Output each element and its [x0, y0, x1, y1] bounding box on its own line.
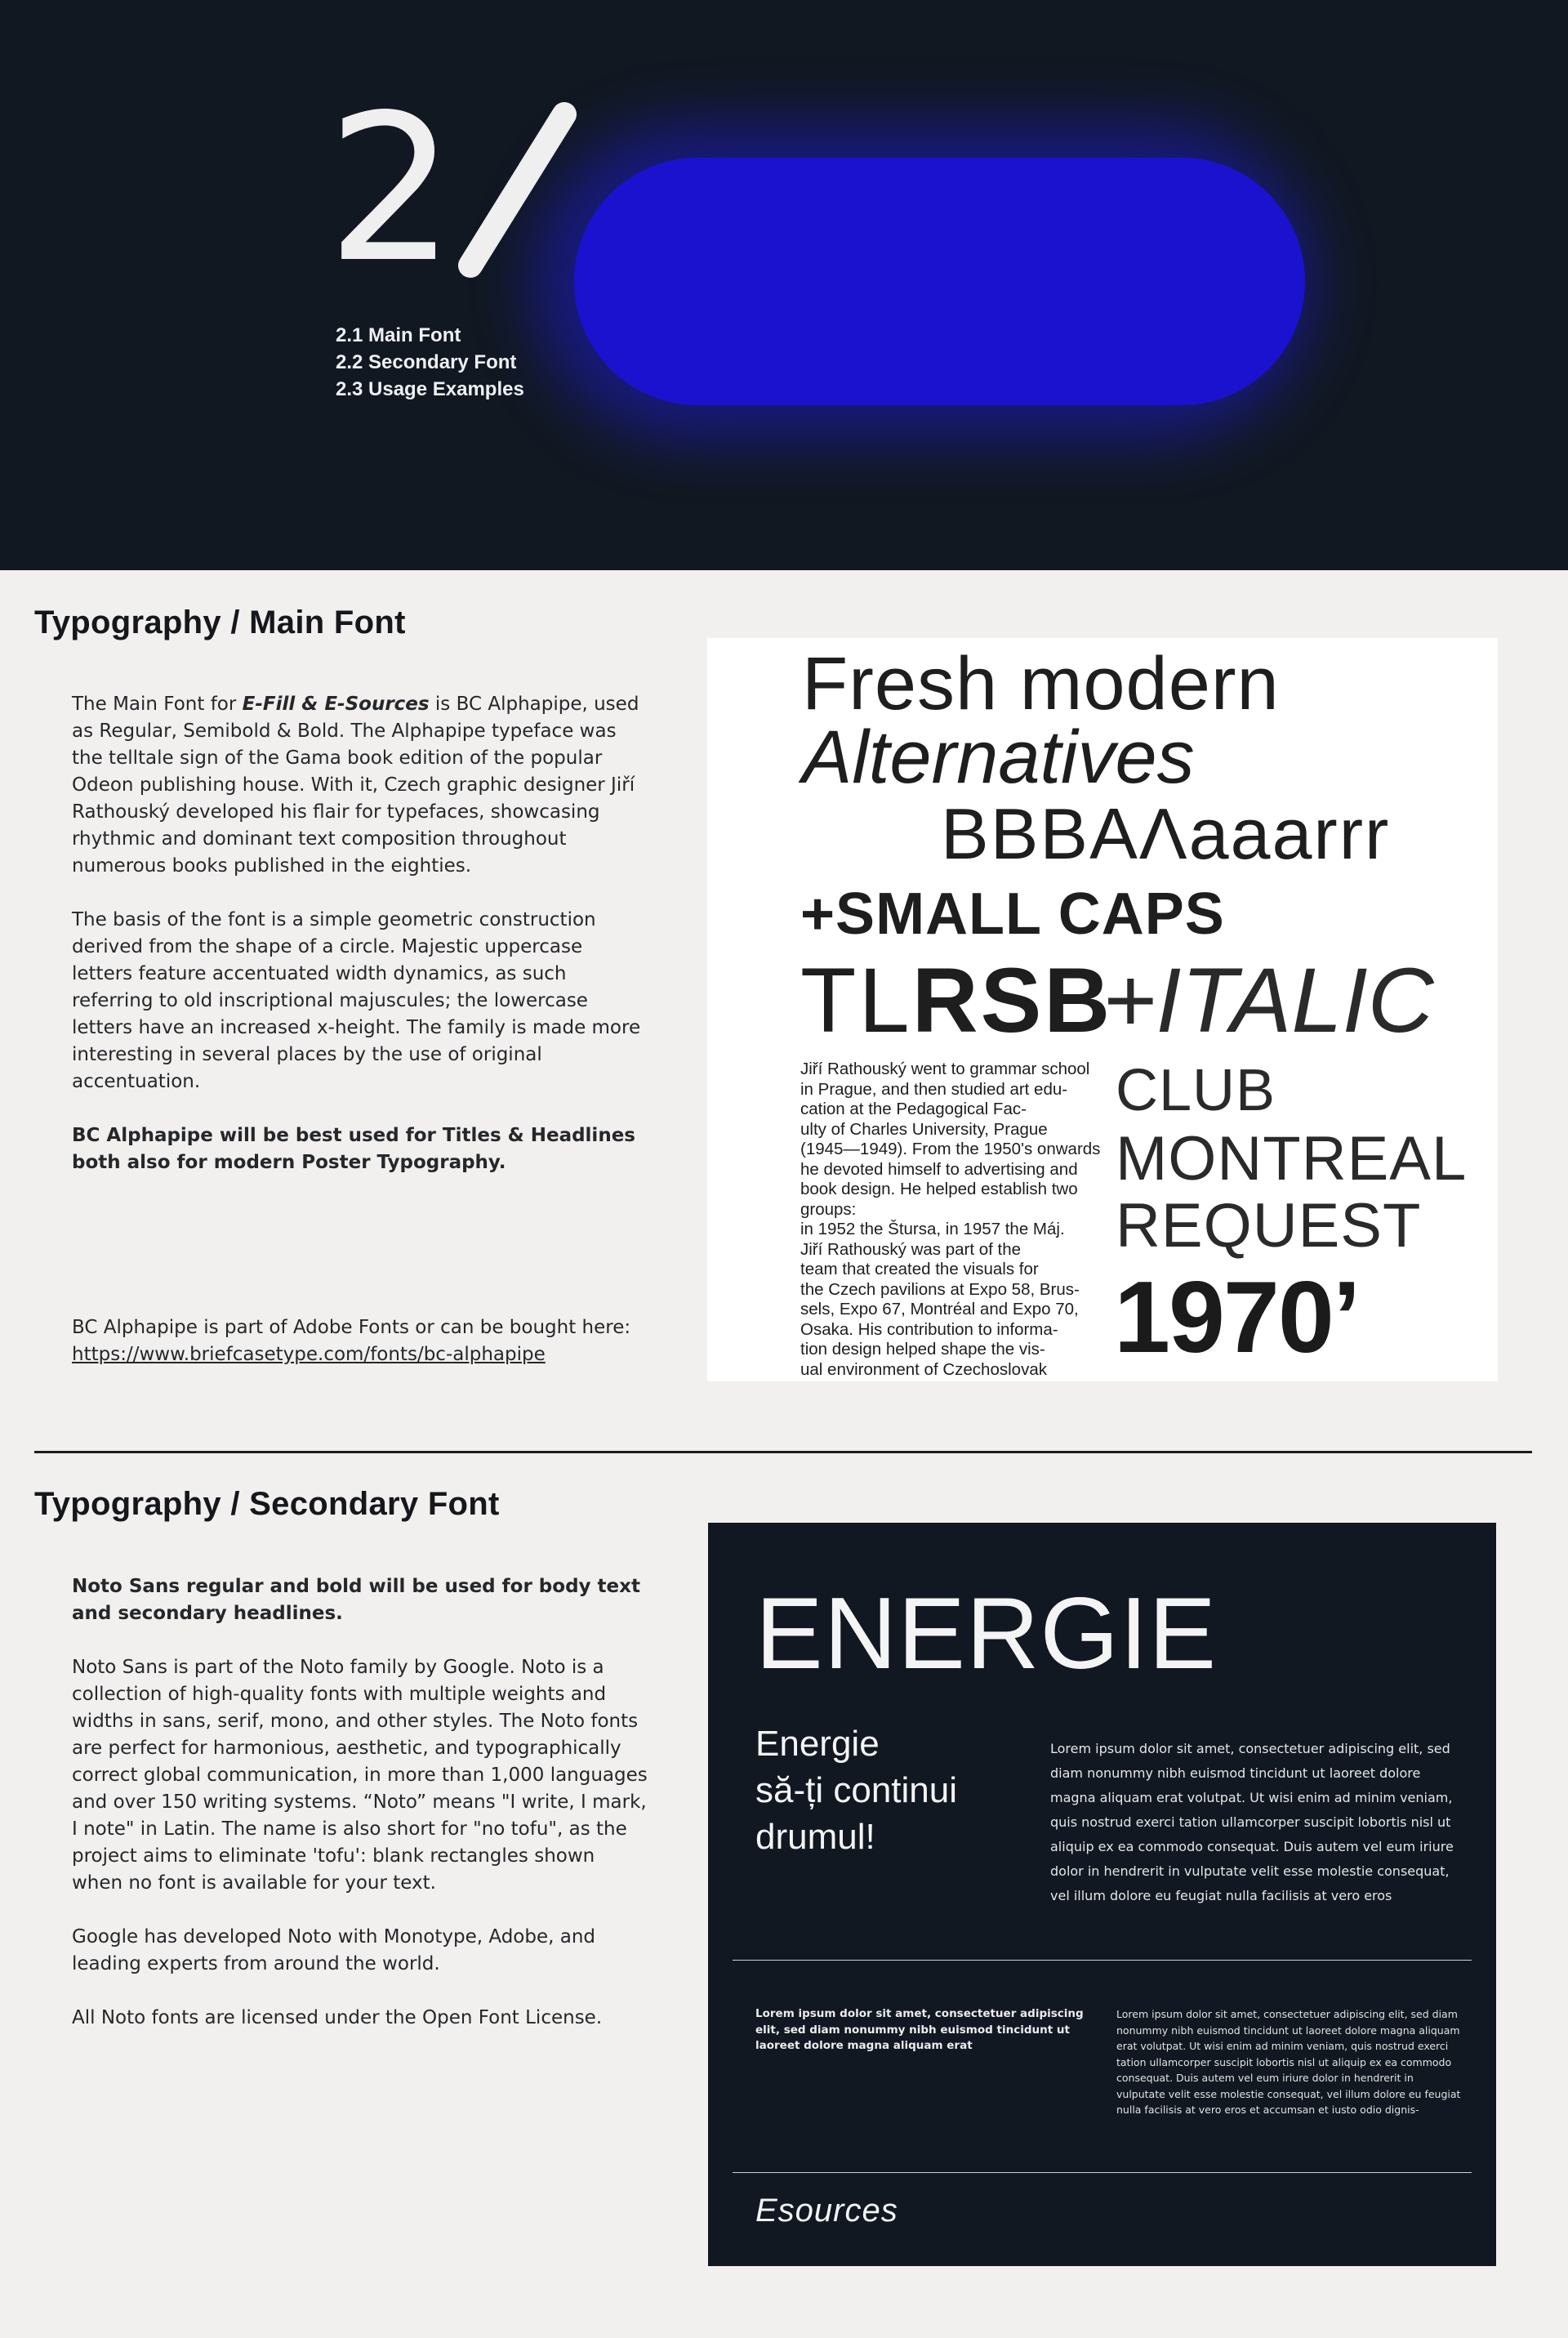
main-font-paragraph-1 [72, 691, 644, 880]
briefcasetype-link[interactable]: https://www.briefcasetype.com/fonts/bc-alphapipe [72, 1344, 546, 1365]
specimen-word-club: CLUB [1116, 1058, 1276, 1123]
poster-small-text: Lorem ipsum dolor sit amet, consectetuer adipiscing elit, sed diam nonummy nibh euismod tincidunt ut laoreet dolore magna aliquam erat volutpat. Ut wisi enim ad minim veniam, quis nostrud exerci tation ullamcorper suscipit lobortis nisl ut aliquip ex ea commodo consequat. Duis autem vel eum iriure dolor in hendrerit in vulputate velit esse molestie consequat, vel illum dolore eu feugiat nulla facilisis at vero eros et accumsan et iusto odio dignis- [1116, 2008, 1461, 2116]
hero-banner [0, 0, 1568, 570]
chapter-number: 2 [327, 72, 452, 307]
main-font-description [72, 691, 644, 1203]
weight-light: TL [800, 949, 912, 1051]
specimen-word-request: REQUEST [1116, 1191, 1422, 1260]
slash-icon [438, 98, 642, 286]
font-specimen-panel [707, 638, 1498, 1381]
p1-text-start: The Main Font for [72, 694, 243, 715]
specimen-year: 1970’ [1114, 1261, 1360, 1374]
purchase-text: BC Alphapipe is part of Adobe Fonts or can be bought here: [72, 1317, 631, 1338]
brand-name: E-Fill & E-Sources [242, 694, 430, 715]
secondary-font-paragraph-2: Google has developed Noto with Monotype, Adobe, and leading experts from around the world. [72, 1926, 596, 1974]
main-font-heading: Typography / Main Font [34, 605, 406, 640]
specimen-line-alternatives: Alternatives [802, 716, 1195, 799]
specimen-italic: +ITALIC [1102, 949, 1434, 1051]
toc-item-usage-examples[interactable]: 2.3 Usage Examples [336, 378, 524, 400]
weight-bold: RSB [911, 949, 1113, 1051]
poster-rule-bottom [733, 2172, 1472, 2173]
toc-item-secondary-font[interactable]: 2.2 Secondary Font [336, 351, 517, 373]
p1-text-end: is BC Alphapipe, used as Regular, Semibold & Bold. The Alphapipe typeface was the telltale sign of the Gama book edition of the popular Odeon publishing house. With it, Czech graphic designer Jiří Rathouský developed his flair for typefaces, showcasing rhythmic and dominant text composition throughout numerous books published in the eighties. [72, 694, 639, 877]
main-font-recommendation: BC Alphapipe will be best used for Titles & Headlines both also for modern Poster Typography. [72, 1125, 635, 1173]
specimen-weights [800, 949, 1113, 1051]
secondary-font-description [72, 1573, 648, 2059]
poster-rule-top [733, 1960, 1472, 1961]
specimen-line-small-caps: +SMALL CAPS [800, 881, 1225, 947]
secondary-font-paragraph-1: Noto Sans is part of the Noto family by Google. Noto is a collection of high-quality fonts with multiple weights and widths in sans, serif, mono, and other styles. The Noto fonts are perfect for harmonious, aesthetic, and typographically correct global communication, in more than 1,000 languages and over 150 writing systems. “Noto” means "I write, I mark, I note" in Latin. The name is also short for "no tofu", as the project aims to eliminate 'tofu': blank rectangles shown when no font is available for your text. [72, 1657, 648, 1894]
specimen-word-montreal: MONTREAL [1116, 1124, 1468, 1194]
energie-poster-example [708, 1523, 1496, 2266]
specimen-line-fresh-modern: Fresh modern [802, 642, 1280, 725]
table-of-contents [336, 322, 524, 403]
specimen-line-glyphs: BBBAΛaaarrr [941, 793, 1391, 874]
poster-subtitle: Energie să-ți continui drumul! [755, 1724, 958, 1857]
section-divider [34, 1451, 1532, 1453]
secondary-font-heading: Typography / Secondary Font [34, 1486, 500, 1522]
toc-item-main-font[interactable]: 2.1 Main Font [336, 324, 461, 346]
poster-bold-text: Lorem ipsum dolor sit amet, consectetuer adipiscing elit, sed diam nonummy nibh euismod tincidunt ut laoreet dolore magna aliquam erat [755, 2007, 1084, 2052]
esources-logo: Esources [755, 2193, 898, 2229]
secondary-font-lead: Noto Sans regular and bold will be used for body text and secondary headlines. [72, 1576, 640, 1624]
poster-title: ENERGIE [755, 1577, 1218, 1690]
specimen-paragraph: Jiří Rathouský went to grammar school in Prague, and then studied art edu- cation at the Pedagogical Fac- ulty of Charles University, Prague (1945—1949). From the 1950's onwards he devoted himself to advertising and book design. He helped establish two groups: in 1952 the Štursa, in 1957 the Máj. Jiří Rathouský was part of the team that created the visuals for the Czech pavilions at Expo 58, Brus- sels, Expo 67, Montréal and Expo 70, Osaka. His contribution to informa- tion design helped shape the vis- ual environment of Czechoslovak [800, 1060, 1101, 1379]
blue-pill-shape [574, 158, 1305, 405]
secondary-font-license: All Noto fonts are licensed under the Open Font License. [72, 2007, 603, 2028]
main-font-paragraph-2: The basis of the font is a simple geometric construction derived from the shape of a circle. Majestic uppercase letters feature accentuated width dynamics, as such referring to old inscriptional majuscules; the lowercase letters have an increased x-height. The family is made more interesting in several places by the use of original accentuation. [72, 909, 641, 1092]
poster-body-text: Lorem ipsum dolor sit amet, consectetuer adipiscing elit, sed diam nonummy nibh euismod tincidunt ut laoreet dolore magna aliquam erat volutpat. Ut wisi enim ad minim veniam, quis nostrud exerci tation ullamcorper suscipit lobortis nisl ut aliquip ex ea commodo consequat. Duis autem vel eum iriure dolor in hendrerit in vulputate velit esse molestie consequat, vel illum dolore eu feugiat nulla facilisis at vero eros [1050, 1741, 1454, 1903]
main-font-purchase-info [72, 1314, 644, 1368]
